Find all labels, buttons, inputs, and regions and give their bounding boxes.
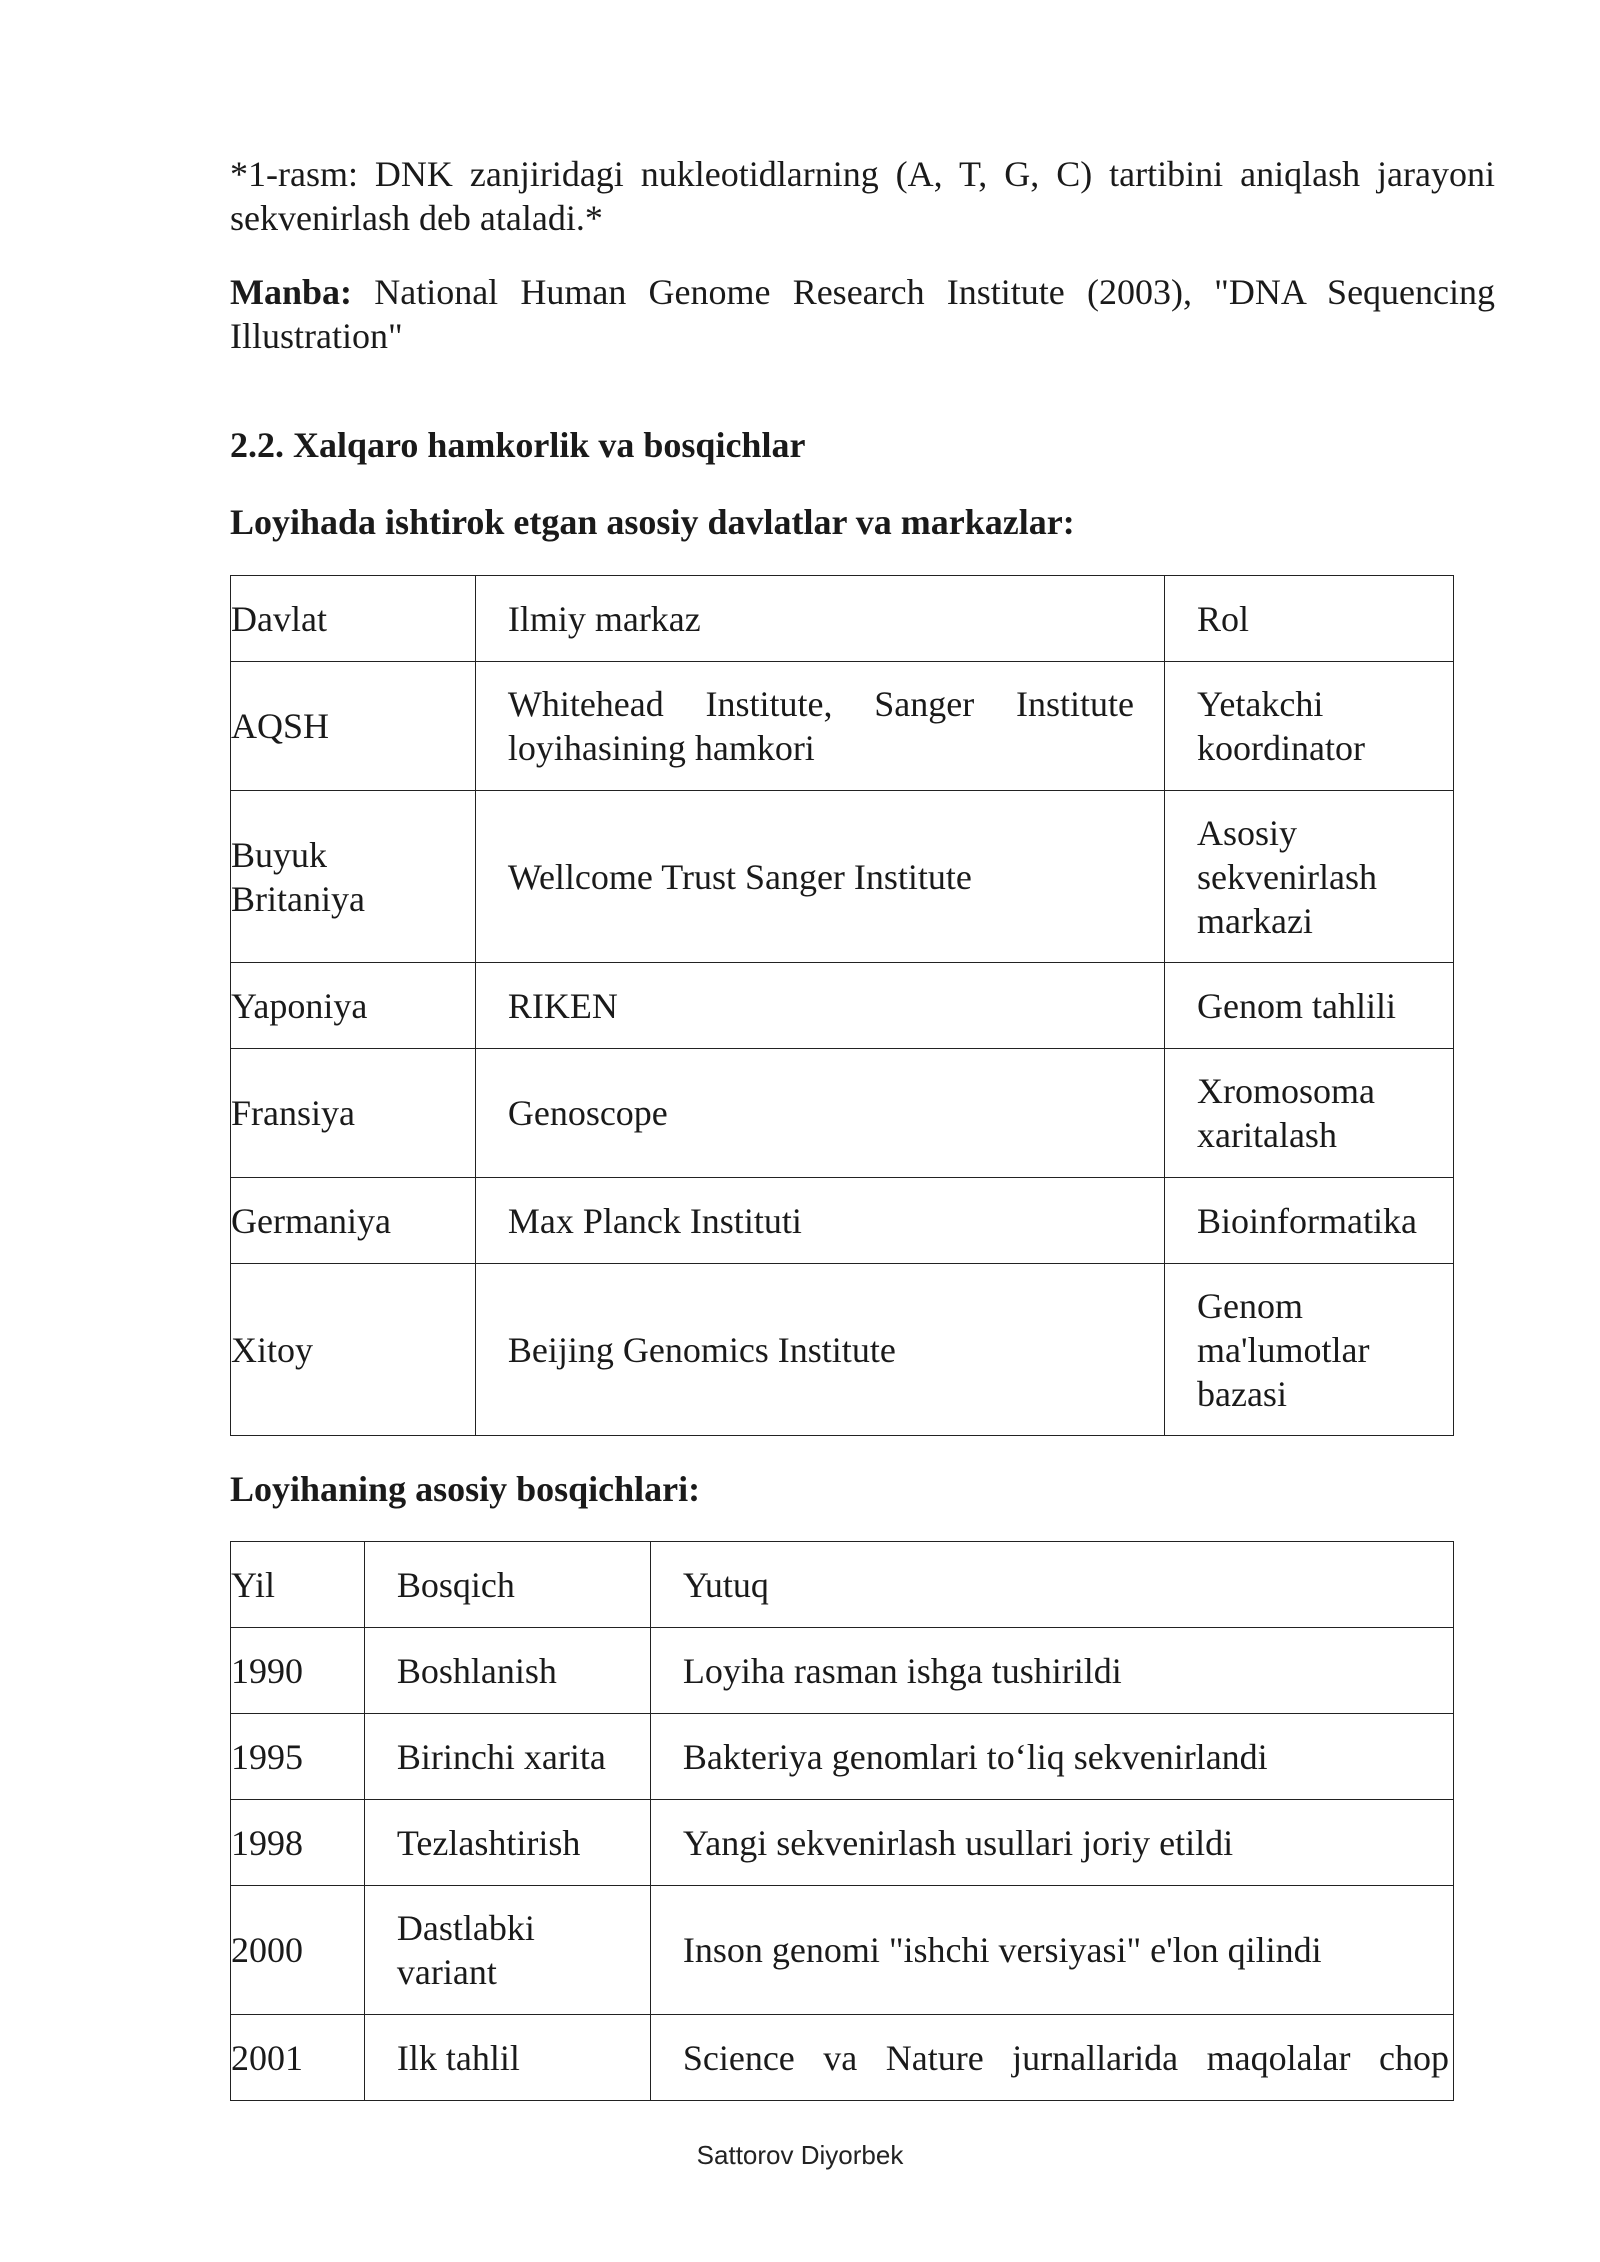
table1-title: Loyihada ishtirok etgan asosiy davlatlar va markazlar: bbox=[230, 502, 1075, 542]
country-cell: Yaponiya bbox=[231, 985, 368, 1026]
role-cell: Genom ma'lumotlar bazasi bbox=[1197, 1285, 1370, 1414]
table-row bbox=[231, 1178, 1454, 1264]
role-cell: Asosiy sekvenirlash markazi bbox=[1197, 812, 1377, 941]
table2-title: Loyihaning asosiy bosqichlari: bbox=[230, 1469, 701, 1509]
stage-cell: Boshlanish bbox=[396, 1650, 557, 1691]
country-cell: Buyuk Britaniya bbox=[231, 834, 365, 919]
header-yil: Yil bbox=[231, 1564, 276, 1605]
year-cell: 1998 bbox=[231, 1822, 303, 1863]
stage-cell: Dastlabki variant bbox=[396, 1908, 535, 1992]
center-cell: Max Planck Instituti bbox=[507, 1200, 802, 1241]
source-text: National Human Genome Research Institute (2003), "DNA Sequencing Illustration" bbox=[230, 272, 1496, 356]
achievement-cell: Loyiha rasman ishga tushirildi bbox=[682, 1650, 1122, 1691]
page-footer-author: Sattorov Diyorbek bbox=[696, 2140, 904, 2170]
stage-cell: Tezlashtirish bbox=[396, 1822, 581, 1863]
header-rol: Rol bbox=[1197, 598, 1250, 639]
header-ilmiy-markaz: Ilmiy markaz bbox=[507, 598, 701, 639]
center-cell: Genoscope bbox=[507, 1093, 668, 1133]
section-heading: 2.2. Xalqaro hamkorlik va bosqichlar bbox=[230, 425, 806, 465]
country-cell: Xitoy bbox=[231, 1329, 314, 1370]
country-cell: Germaniya bbox=[231, 1200, 391, 1241]
center-cell: RIKEN bbox=[507, 985, 618, 1026]
country-cell: AQSH bbox=[231, 706, 330, 746]
year-cell: 2001 bbox=[231, 2037, 303, 2078]
role-cell: Yetakchi koordinator bbox=[1197, 684, 1365, 768]
countries-table bbox=[230, 575, 1454, 1436]
table-header-row bbox=[231, 576, 1454, 662]
role-cell: Genom tahlili bbox=[1197, 985, 1396, 1026]
country-cell: Fransiya bbox=[231, 1093, 355, 1133]
achievement-cell: Inson genomi "ishchi versiyasi" e'lon qilindi bbox=[682, 1930, 1322, 1970]
table-row bbox=[231, 1049, 1454, 1178]
source-label: Manba: bbox=[230, 272, 353, 312]
header-davlat: Davlat bbox=[231, 598, 327, 639]
center-cell: Whitehead Institute, Sanger Institute loyihasining hamkori bbox=[507, 684, 1134, 768]
achievement-cell: Bakteriya genomlari to‘liq sekvenirlandi bbox=[682, 1736, 1268, 1777]
table-header-row bbox=[231, 1542, 1454, 1628]
table-row bbox=[231, 1800, 1454, 1886]
table-row bbox=[231, 2015, 1454, 2101]
role-cell: Xromosoma xaritalash bbox=[1197, 1071, 1375, 1155]
table-row bbox=[231, 791, 1454, 963]
center-cell: Wellcome Trust Sanger Institute bbox=[507, 856, 972, 897]
table-row bbox=[231, 963, 1454, 1049]
achievement-cell: Yangi sekvenirlash usullari joriy etildi bbox=[682, 1822, 1234, 1863]
stage-cell: Birinchi xarita bbox=[396, 1736, 606, 1777]
achievement-cell: Science va Nature jurnallarida maqolalar chop bbox=[682, 2037, 1449, 2078]
year-cell: 1990 bbox=[231, 1650, 303, 1691]
header-bosqich: Bosqich bbox=[396, 1564, 515, 1605]
header-yutuq: Yutuq bbox=[682, 1564, 769, 1605]
role-cell: Bioinformatika bbox=[1197, 1200, 1417, 1241]
table-row bbox=[231, 1264, 1454, 1436]
year-cell: 1995 bbox=[231, 1736, 303, 1777]
center-cell: Beijing Genomics Institute bbox=[507, 1329, 896, 1370]
stage-cell: Ilk tahlil bbox=[396, 2037, 520, 2078]
table-row bbox=[231, 1886, 1454, 2015]
milestones-table bbox=[230, 1541, 1454, 2101]
figure-caption: *1-rasm: DNK zanjiridagi nukleotidlarning (A, T, G, C) tartibini aniqlash jarayoni sekvenirlash deb ataladi.* bbox=[230, 154, 1495, 238]
table-row bbox=[231, 1714, 1454, 1800]
table-row bbox=[231, 1628, 1454, 1714]
table-row bbox=[231, 662, 1454, 791]
year-cell: 2000 bbox=[231, 1930, 303, 1970]
source-citation bbox=[230, 270, 1495, 358]
